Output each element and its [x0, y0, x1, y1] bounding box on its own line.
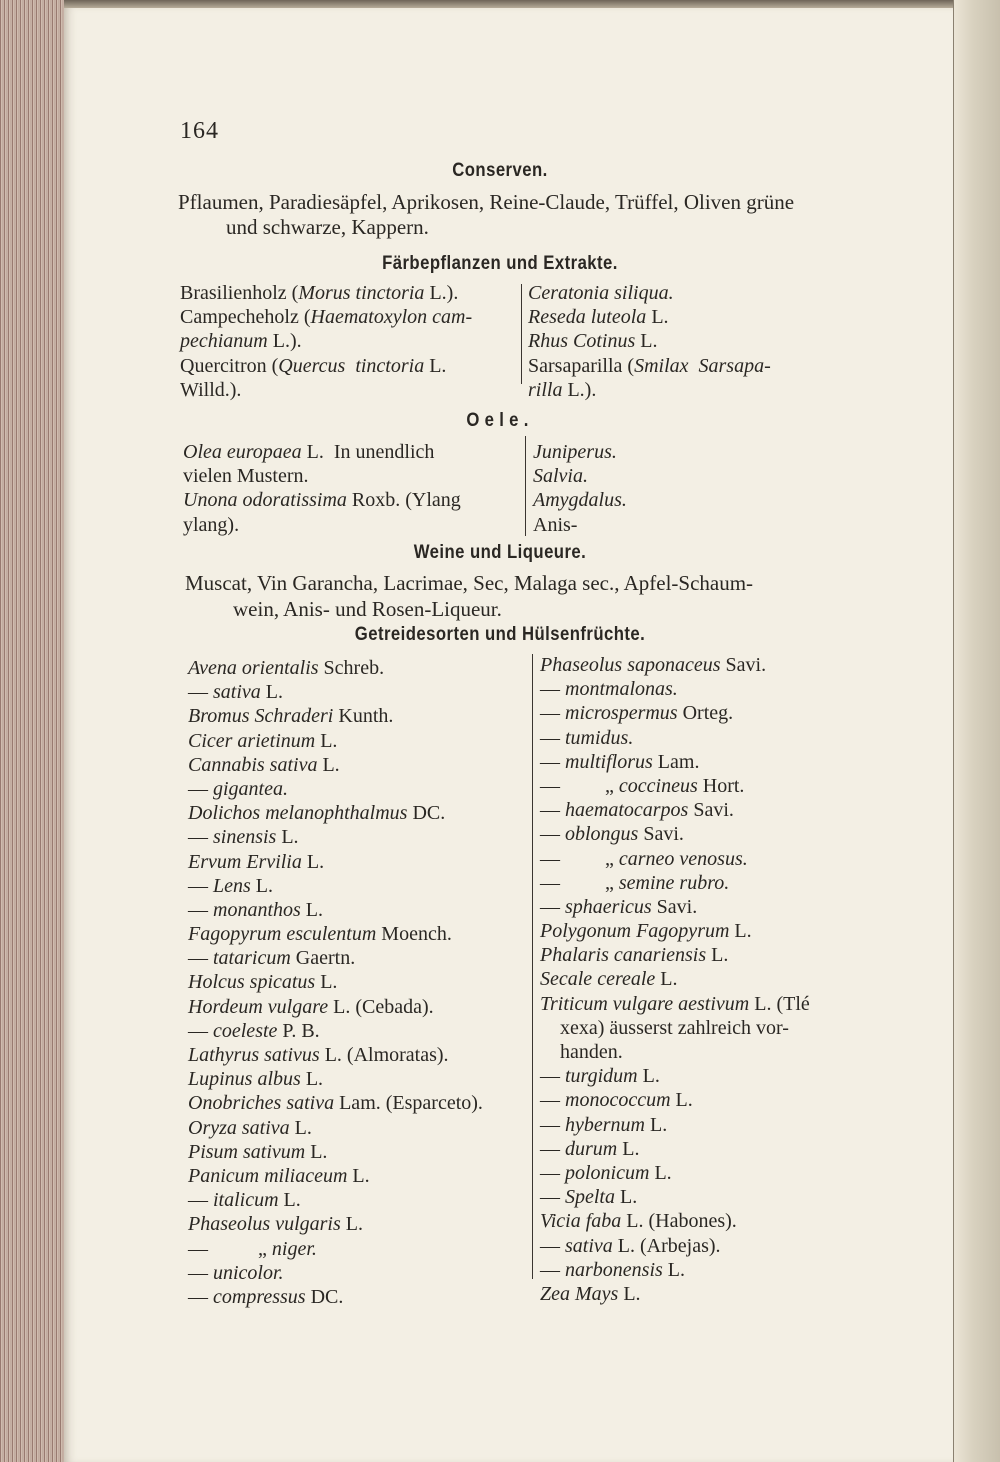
- entry-line: [540, 919, 810, 943]
- entry-text: L. (Arbejas).: [612, 1234, 721, 1257]
- entry-species-name: Phaseolus vulgaris: [188, 1213, 341, 1236]
- entry-text: —: [540, 1089, 565, 1112]
- entry-line: [183, 488, 461, 512]
- entry-line: [188, 777, 483, 801]
- entry-text: Savi.: [638, 823, 684, 846]
- entry-line: [540, 1185, 810, 1209]
- entry-species-name: Quercus tinctoria: [278, 354, 425, 377]
- entry-line: [188, 1043, 483, 1067]
- entry-species-name: Reseda luteola: [528, 306, 647, 329]
- entry-text: — „: [540, 871, 619, 894]
- entry-line: [188, 1261, 483, 1285]
- entry-text: —: [540, 702, 565, 725]
- heading-faerbepflanzen: Färbepflanzen und Extrakte.: [382, 253, 618, 274]
- entry-line: [540, 1113, 810, 1137]
- entry-species-name: Secale cereale: [540, 968, 656, 991]
- entry-species-name: Zea Mays: [540, 1282, 619, 1305]
- entry-text: L.: [278, 1189, 301, 1212]
- entry-text: —: [188, 1019, 213, 1042]
- entry-text: Roxb. (Ylang: [346, 489, 461, 512]
- entry-species-name: Phalaris canariensis: [540, 944, 707, 967]
- entry-text: L.: [670, 1089, 693, 1112]
- entry-species-name: Cicer arietinum: [188, 729, 316, 752]
- entry-species-name: hybernum: [565, 1113, 645, 1136]
- entry-line: [540, 895, 810, 919]
- entry-text: L.: [649, 1161, 672, 1184]
- conserven-line-2: und schwarze, Kappern.: [226, 215, 429, 239]
- faerbe-left-column: [180, 281, 472, 402]
- entry-text: Savi.: [720, 654, 767, 676]
- entry-species-name: Cannabis sativa: [188, 753, 318, 776]
- entry-text: P. B.: [277, 1019, 320, 1042]
- entry-text: Lam.: [652, 750, 700, 773]
- entry-species-name: Lupinus albus: [188, 1068, 301, 1091]
- entry-species-name: polonicum: [565, 1161, 650, 1184]
- entry-text: —: [540, 750, 565, 773]
- conserven-line-1: Pflaumen, Paradiesäpfel, Aprikosen, Reine-Claude, Trüffel, Oliven grüne: [178, 190, 795, 214]
- entry-species-name: Morus tinctoria: [298, 282, 425, 304]
- entry-line: [540, 677, 810, 701]
- page-number: 164: [180, 118, 219, 144]
- faerbe-right-column: [528, 281, 771, 402]
- entry-text: Willd.).: [180, 378, 242, 401]
- entry-line: [540, 992, 810, 1016]
- entry-text: Quercitron (: [180, 354, 279, 377]
- entry-text: L.).: [424, 282, 459, 304]
- book-top-edge: [64, 0, 1000, 8]
- entry-text: L.: [347, 1164, 370, 1187]
- entry-line: [540, 1258, 810, 1282]
- entry-line: [188, 850, 483, 874]
- entry-line: [180, 281, 472, 305]
- entry-species-name: Phaseolus saponaceus: [540, 654, 721, 676]
- entry-species-name: Pisum sativum: [188, 1140, 306, 1163]
- entry-line: [180, 305, 472, 329]
- entry-line: [188, 970, 483, 994]
- entry-text: —: [540, 678, 565, 701]
- entry-line: [188, 1067, 483, 1091]
- entry-line: [183, 440, 461, 464]
- entry-species-name: Lens: [213, 874, 251, 897]
- entry-text: L.: [276, 826, 299, 849]
- entry-text: —: [540, 895, 565, 918]
- entry-text: L.: [646, 306, 669, 329]
- entry-text: —: [540, 1258, 565, 1281]
- entry-line: [540, 701, 810, 725]
- entry-line: [533, 440, 627, 464]
- entry-text: L.: [315, 729, 338, 752]
- entry-text: Sarsaparilla (: [528, 354, 635, 377]
- entry-text: —: [540, 799, 565, 822]
- entry-species-name: italicum: [213, 1189, 279, 1212]
- entry-species-name: Juniperus.: [533, 441, 617, 463]
- entry-line: [540, 1016, 810, 1040]
- heading-oele: Oele.: [466, 410, 534, 431]
- entry-text: Savi.: [688, 799, 734, 822]
- entry-species-name: narbonensis: [565, 1258, 663, 1281]
- entry-species-name: pechianum: [180, 330, 268, 353]
- entry-species-name: Fagopyrum esculentum: [188, 923, 377, 946]
- entry-text: —: [540, 1137, 565, 1160]
- entry-text: L.: [706, 944, 729, 967]
- entry-line: [180, 354, 472, 378]
- entry-line: [188, 874, 483, 898]
- entry-text: L.).: [562, 378, 597, 401]
- entry-text: Hort.: [697, 774, 745, 797]
- entry-text: L.: [250, 874, 274, 897]
- entry-text: —: [540, 1161, 565, 1184]
- entry-line: [540, 943, 810, 967]
- entry-text: DC.: [305, 1285, 344, 1308]
- entry-text: —: [188, 1285, 213, 1308]
- entry-text: L.: [315, 971, 338, 994]
- entry-species-name: sphaericus: [565, 895, 652, 918]
- entry-species-name: multiflorus: [565, 750, 653, 773]
- book-page-edges: [0, 0, 64, 1462]
- entry-line: [183, 464, 461, 488]
- getreide-left-column: [188, 656, 483, 1309]
- entry-text: L. (Tlé: [749, 992, 810, 1015]
- entry-species-name: tataricum: [213, 947, 291, 970]
- entry-line: [540, 1040, 810, 1064]
- entry-line: [528, 281, 771, 305]
- entry-text: Campecheholz (: [180, 306, 311, 329]
- entry-species-name: sativa: [565, 1234, 613, 1257]
- entry-line: [528, 354, 771, 378]
- entry-text: L.: [615, 1186, 638, 1209]
- entry-text: ylang).: [183, 513, 240, 536]
- column-divider: [521, 284, 522, 384]
- weine-line-1: Muscat, Vin Garancha, Lacrimae, Sec, Malaga sec., Apfel-Schaum-: [185, 571, 754, 595]
- entry-line: [533, 513, 627, 537]
- entry-text: Anis-: [533, 513, 578, 536]
- entry-text: L. (Almoratas).: [319, 1044, 449, 1066]
- entry-text: Kunth.: [333, 705, 394, 728]
- entry-line: [188, 801, 483, 825]
- entry-line: [188, 1237, 483, 1261]
- entry-species-name: Haematoxylon cam-: [310, 306, 473, 329]
- entry-line: [188, 753, 483, 777]
- entry-species-name: Ervum Ervilia: [188, 850, 302, 873]
- entry-species-name: Hordeum vulgare: [188, 995, 329, 1018]
- entry-species-name: Panicum miliaceum: [188, 1164, 348, 1187]
- entry-line: [540, 798, 810, 822]
- entry-species-name: Lathyrus sativus: [188, 1044, 320, 1066]
- entry-line: [540, 774, 810, 798]
- entry-species-name: oblongus: [565, 823, 639, 846]
- entry-line: [188, 729, 483, 753]
- entry-line: [540, 1064, 810, 1088]
- entry-line: [540, 1282, 810, 1306]
- entry-species-name: Dolichos melanophthalmus: [188, 802, 408, 825]
- entry-line: [528, 329, 771, 353]
- entry-species-name: coeleste: [213, 1019, 278, 1042]
- entry-species-name: Rhus Cotinus: [528, 330, 636, 353]
- entry-text: Brasilienholz (: [180, 282, 299, 304]
- entry-text: — „: [540, 774, 619, 797]
- entry-text: L.: [317, 753, 340, 776]
- entry-species-name: Onobriches sativa: [188, 1092, 335, 1115]
- oele-left-column: [183, 440, 461, 537]
- entry-line: [188, 1164, 483, 1188]
- heading-conserven: Conserven.: [452, 160, 548, 181]
- entry-line: [188, 1212, 483, 1236]
- heading-weine: Weine und Liqueure.: [413, 542, 587, 563]
- weine-line-2: wein, Anis- und Rosen-Liqueur.: [233, 597, 502, 621]
- entry-line: [533, 488, 627, 512]
- entry-line: [188, 1091, 483, 1115]
- entry-species-name: turgidum: [565, 1065, 638, 1088]
- entry-species-name: carneo venosus.: [618, 847, 748, 870]
- entry-line: [540, 726, 810, 750]
- getreide-right-column: [540, 653, 810, 1306]
- entry-line: [540, 1137, 810, 1161]
- entry-text: Savi.: [651, 895, 698, 918]
- entry-species-name: sativa: [213, 681, 261, 704]
- entry-text: Schreb.: [318, 657, 385, 679]
- entry-text: —: [188, 947, 213, 970]
- entry-species-name: Olea europaea: [183, 441, 302, 463]
- entry-line: [188, 922, 483, 946]
- entry-species-name: Smilax Sarsapa-: [634, 354, 771, 377]
- entry-text: L. In unendlich: [301, 441, 435, 463]
- entry-species-name: Avena orientalis: [188, 657, 319, 679]
- entry-species-name: Vicia faba: [540, 1210, 622, 1233]
- entry-species-name: Bromus Schraderi: [188, 705, 334, 728]
- entry-text: L.: [618, 1282, 641, 1305]
- entry-text: —: [540, 726, 565, 749]
- entry-text: — „: [188, 1237, 272, 1260]
- entry-line: [188, 704, 483, 728]
- entry-text: —: [188, 1189, 213, 1212]
- entry-line: [188, 946, 483, 970]
- entry-line: [188, 995, 483, 1019]
- heading-getreide: Getreidesorten und Hülsenfrüchte.: [354, 624, 646, 645]
- entry-text: —: [540, 1065, 565, 1088]
- entry-line: [528, 378, 771, 402]
- entry-text: —: [540, 1113, 565, 1136]
- entry-text: L.: [635, 330, 658, 353]
- entry-text: Orteg.: [677, 702, 734, 725]
- entry-line: [188, 898, 483, 922]
- entry-text: L.: [340, 1213, 363, 1236]
- entry-text: L.: [305, 1140, 328, 1163]
- entry-text: vielen Mustern.: [183, 465, 309, 488]
- entry-text: L.: [289, 1116, 312, 1139]
- entry-line: [540, 822, 810, 846]
- entry-text: L.: [637, 1065, 660, 1088]
- entry-species-name: monanthos: [213, 898, 301, 921]
- entry-line: [188, 1019, 483, 1043]
- entry-species-name: sinensis: [213, 826, 277, 849]
- entry-line: [188, 680, 483, 704]
- entry-text: L.: [260, 681, 283, 704]
- entry-line: [540, 653, 810, 677]
- entry-species-name: niger.: [271, 1237, 317, 1260]
- entry-text: L.: [644, 1113, 668, 1136]
- entry-species-name: Ceratonia siliqua.: [528, 282, 674, 304]
- entry-text: Lam. (Esparceto).: [334, 1092, 483, 1115]
- entry-species-name: durum: [565, 1137, 618, 1160]
- entry-text: —: [188, 777, 213, 800]
- entry-text: L. (Habones).: [621, 1210, 737, 1233]
- entry-species-name: Amygdalus.: [533, 489, 627, 512]
- oele-right-column: [533, 440, 627, 537]
- entry-line: [180, 329, 472, 353]
- entry-text: L.: [729, 920, 752, 943]
- entry-text: — „: [540, 847, 619, 870]
- column-divider: [525, 436, 526, 536]
- entry-species-name: Unona odoratissima: [183, 489, 347, 512]
- entry-text: Gaertn.: [290, 947, 356, 970]
- entry-text: DC.: [407, 802, 446, 825]
- entry-line: [188, 1116, 483, 1140]
- entry-species-name: coccineus: [618, 774, 698, 797]
- entry-text: —: [188, 681, 213, 704]
- entry-text: L.: [300, 1068, 324, 1091]
- entry-text: L.: [300, 898, 324, 921]
- entry-species-name: Holcus spicatus: [188, 971, 316, 994]
- entry-species-name: Salvia.: [533, 465, 588, 488]
- entry-text: handen.: [540, 1041, 623, 1063]
- entry-species-name: compressus: [213, 1285, 306, 1308]
- entry-line: [188, 825, 483, 849]
- entry-text: —: [540, 1186, 565, 1209]
- entry-text: L.: [301, 850, 325, 873]
- entry-line: [540, 1209, 810, 1233]
- entry-line: [540, 967, 810, 991]
- entry-species-name: rilla: [528, 378, 563, 401]
- entry-text: L.: [662, 1258, 686, 1281]
- entry-species-name: Triticum vulgare aestivum: [540, 992, 750, 1015]
- entry-line: [188, 1140, 483, 1164]
- entry-text: Moench.: [376, 923, 452, 946]
- entry-line: [540, 847, 810, 871]
- entry-species-name: unicolor.: [213, 1261, 284, 1284]
- entry-text: xexa) äusserst zahlreich vor-: [540, 1016, 789, 1039]
- entry-species-name: gigantea.: [213, 777, 288, 800]
- entry-line: [180, 378, 472, 402]
- entry-line: [540, 1234, 810, 1258]
- entry-species-name: montmalonas.: [565, 678, 678, 701]
- entry-species-name: microspermus: [565, 702, 678, 725]
- entry-species-name: monococcum: [565, 1089, 671, 1112]
- entry-text: —: [188, 826, 213, 849]
- entry-line: [533, 464, 627, 488]
- entry-line: [528, 305, 771, 329]
- entry-text: —: [540, 823, 565, 846]
- entry-text: —: [188, 874, 213, 897]
- entry-species-name: Spelta: [565, 1186, 615, 1209]
- entry-species-name: Polygonum Fagopyrum: [540, 920, 730, 943]
- entry-text: L.: [424, 354, 447, 377]
- entry-species-name: tumidus.: [565, 726, 634, 749]
- entry-text: L.: [617, 1137, 640, 1160]
- entry-text: L. (Cebada).: [328, 995, 434, 1018]
- entry-text: L.).: [267, 330, 302, 353]
- entry-line: [183, 513, 461, 537]
- entry-line: [540, 1088, 810, 1112]
- entry-line: [540, 750, 810, 774]
- entry-text: —: [188, 898, 213, 921]
- entry-line: [540, 871, 810, 895]
- entry-text: —: [188, 1261, 213, 1284]
- column-divider: [532, 654, 533, 1279]
- entry-species-name: haematocarpos: [565, 799, 689, 822]
- entry-line: [540, 1161, 810, 1185]
- entry-text: L.: [655, 968, 678, 991]
- entry-line: [188, 656, 483, 680]
- entry-species-name: semine rubro.: [618, 871, 730, 894]
- entry-text: —: [540, 1234, 565, 1257]
- entry-line: [188, 1188, 483, 1212]
- entry-species-name: Oryza sativa: [188, 1116, 290, 1139]
- next-page-gutter: [953, 0, 1000, 1462]
- entry-line: [188, 1285, 483, 1309]
